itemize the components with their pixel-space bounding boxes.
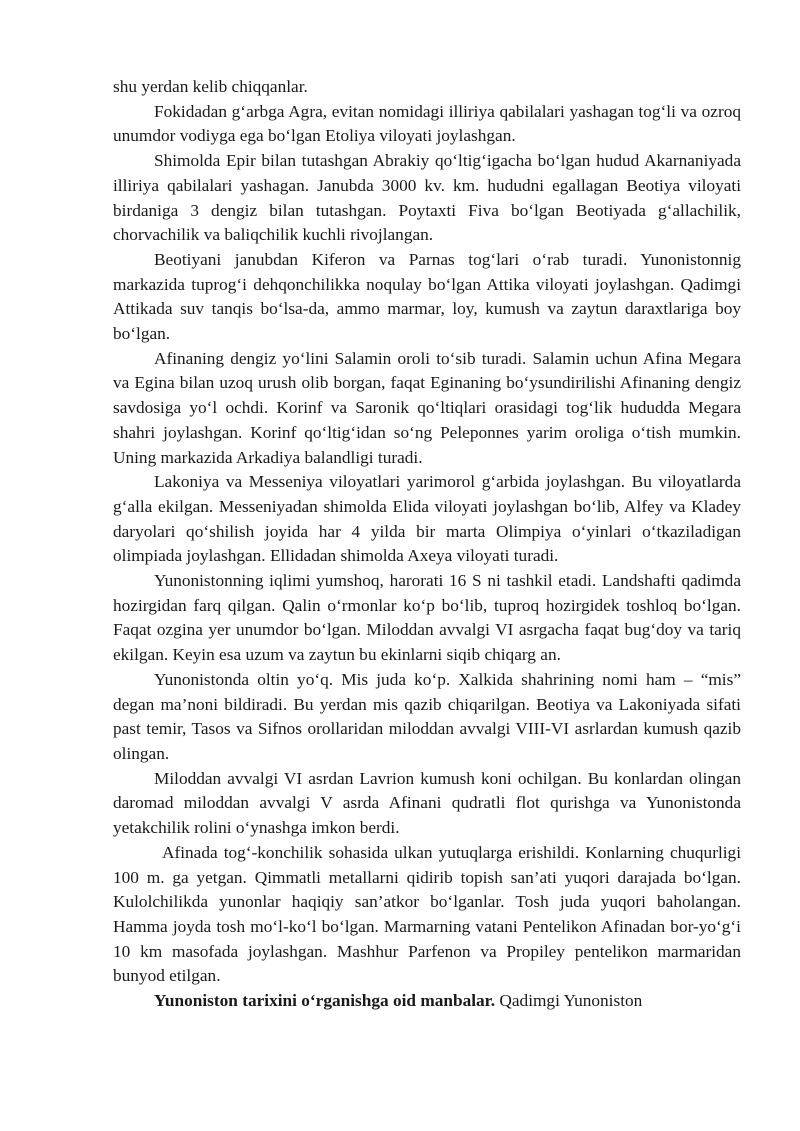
paragraph-2: Fokidadan g‘arbga Agra, evitan nomidagi illiriya qabilalari yashagan tog‘li va ozroq unumdor vodiyga ega bo‘lgan Etoliya viloyati joylashgan. bbox=[113, 101, 741, 146]
paragraph-1: shu yerdan kelib chiqqanlar. bbox=[113, 77, 308, 96]
document-page bbox=[113, 75, 741, 1014]
paragraph-6: Lakoniya va Messeniya viloyatlari yarimorol g‘arbida joylashgan. Bu viloyatlarda g‘alla ekilgan. Messeniyadan shimolda Elida viloyati joylashgan bo‘lib, Alfey va Kladey daryolari qo‘shilish joyida har 4 yilda bir marta Olimpiya o‘yinlari o‘tkaziladigan olimpiada joylashgan. Ellidadan shimolda Axeya viloyati turadi. bbox=[113, 472, 741, 566]
paragraph-7: Yunonistonning iqlimi yumshoq, harorati 16 S ni tashkil etadi. Landshafti qadimda hozirgidan farq qilgan. Qalin o‘rmonlar ko‘p bo‘lib, tuproq hozirgidek toshloq bo‘lgan. Faqat ozgina yer unumdor bo‘lgan. Miloddan avvalgi VI asrgacha faqat bug‘doy va tariq ekilgan. Keyin esa uzum va zaytun bu ekinlarni siqib chiqarg an. bbox=[113, 571, 741, 665]
paragraph-5: Afinaning dengiz yo‘lini Salamin oroli to‘sib turadi. Salamin uchun Afina Megara va Egina bilan uzoq urush olib borgan, faqat Eginaning bo‘ysundirilishi Afinaning dengiz savdosiga yo‘l ochdi. Korinf va Saronik qo‘ltiqlari orasidagi tog‘lik hududda Megara shahri joylashgan. Korinf qo‘ltig‘idan so‘ng Peleponnes yarim oroliga o‘tish mumkin. Uning markazida Arkadiya balandligi turadi. bbox=[113, 348, 741, 467]
paragraph-8: Yunonistonda oltin yo‘q. Mis juda ko‘p. Xalkida shahrining nomi ham – “mis” degan ma’noni bildiradi. Bu yerdan mis qazib chiqarilgan. Beotiya va Lakoniyada sifati past temir, Tasos va Sifnos orollaridan miloddan avvalgi VIII-VI asrlardan kumush qazib olingan. bbox=[113, 669, 741, 763]
paragraph-11 bbox=[113, 989, 741, 1014]
paragraph-11-text: Qadimgi Yunoniston bbox=[495, 991, 643, 1011]
paragraph-10: Afinada tog‘-konchilik sohasida ulkan yutuqlarga erishildi. Konlarning chuqurligi 100 m. ga yetgan. Qimmatli metallarni qidirib topish san’ati yuqori darajada bo‘lgan. Kulolchilikda yunonlar haqiqiy san’atkor bo‘lganlar. Tosh juda yuqori baholangan. Hamma joyda tosh mo‘l-ko‘l bo‘lgan. Marmarning vatani Pentelikon Afinadan bor-yo‘g‘i 10 km masofada joylashgan. Mashhur Parfenon va Propiley pentelikon marmaridan bunyod etilgan. bbox=[113, 842, 741, 986]
section-heading: Yunoniston tarixini o‘rganishga oid manbalar. bbox=[154, 991, 496, 1011]
paragraph-3: Shimolda Epir bilan tutashgan Abrakiy qo‘ltig‘igacha bo‘lgan hudud Akarnaniyada illiriya qabilalari yashagan. Janubda 3000 kv. km. hududni egallagan Beotiya viloyati birdaniga 3 dengiz bilan tutashgan. Poytaxti Fiva bo‘lgan Beotiyada g‘allachilik, chorvachilik va baliqchilik kuchli rivojlangan. bbox=[113, 151, 741, 245]
paragraph-9: Miloddan avvalgi VI asrdan Lavrion kumush koni ochilgan. Bu konlardan olingan daromad miloddan avvalgi V asrda Afinani qudratli flot qurishga va Yunonistonda yetakchilik rolini o‘ynashga imkon berdi. bbox=[113, 768, 741, 838]
paragraph-4: Beotiyani janubdan Kiferon va Parnas tog‘lari o‘rab turadi. Yunonistonnig markazida tuprog‘i dehqonchilikka noqulay bo‘lgan Attika viloyati joylashgan. Qadimgi Attikada suv tanqis bo‘lsa-da, ammo marmar, loy, kumush va zaytun daraxtlariga boy bo‘lgan. bbox=[113, 249, 741, 344]
